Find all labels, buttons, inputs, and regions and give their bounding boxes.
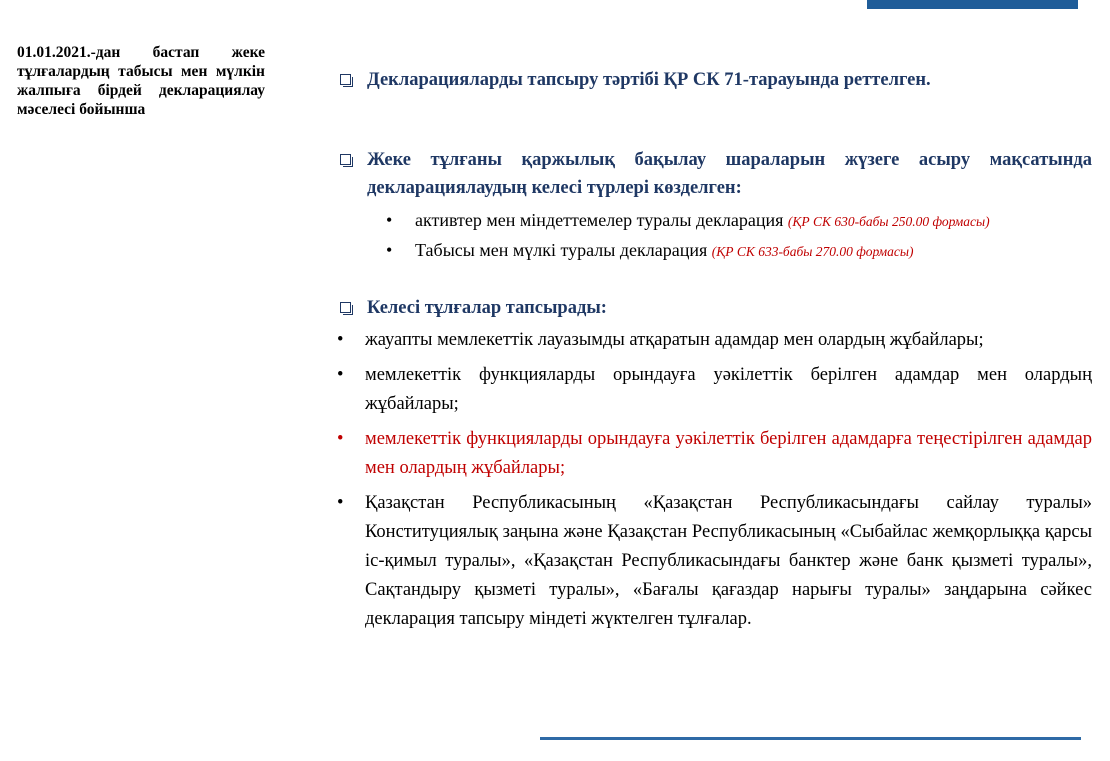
list-item-ref: (ҚР СК 633-бабы 270.00 формасы) <box>711 244 914 259</box>
list-item <box>337 361 1092 419</box>
list-item-text: Қазақстан Республикасының «Қазақстан Республикасындағы сайлау туралы» Конституциялық заңына және Қазақстан Республикасының «Сыбайлас жемқорлыққа қарсы іс-қимыл туралы», «Қазақстан Республикасындағы банктер және банк қызметі туралы», Сақтандыру қызметі туралы», «Бағалы қағаздар нарығы туралы» заңдарына сәйкес декларация тапсыру міндеті жүктелген тұлғалар. <box>365 493 1092 629</box>
section-2-text: Жеке тұлғаны қаржылық бақылау шараларын жүзеге асыру мақсатында декларациялаудың келесі түрлері көзделген: <box>367 150 1092 198</box>
list-item-text: мемлекеттік функцияларды орындауға уәкілеттік берілген адамдар мен олардың жұбайлары; <box>365 365 1092 414</box>
section-2 <box>337 146 1092 202</box>
section-3-text: Келесі тұлғалар тапсырады: <box>367 298 607 318</box>
list-item <box>337 206 1092 236</box>
section-1 <box>337 66 1092 94</box>
section-1-text: Декларацияларды тапсыру тәртібі ҚР СК 71-тарауында реттелген. <box>367 70 931 90</box>
list-item <box>337 326 1092 355</box>
list-item <box>337 489 1092 634</box>
bottom-divider <box>540 737 1081 740</box>
bullet-icon: • <box>337 365 344 385</box>
square-bullet-icon <box>340 74 351 85</box>
section-3 <box>337 294 1092 322</box>
side-title: 01.01.2021.-дан бастап жеке тұлғалардың табысы мен мүлкін жалпыға бірдей декларациялау мәселесі бойынша <box>17 44 265 118</box>
top-accent-bar <box>867 0 1078 9</box>
list-item-text: мемлекеттік функцияларды орындауға уәкілеттік берілген адамдарға теңестірілген адамдар мен олардың жұбайлары; <box>365 429 1092 478</box>
list-item-text: Табысы мен мүлкі туралы декларация <box>415 240 708 260</box>
square-bullet-icon <box>340 154 351 165</box>
declaration-types-list <box>337 206 1092 266</box>
main-content <box>337 66 1092 640</box>
bullet-icon: • <box>337 493 344 513</box>
list-item-text: жауапты мемлекеттік лауазымды атқаратын адамдар мен олардың жұбайлары; <box>365 330 984 350</box>
bullet-icon: • <box>386 210 393 230</box>
square-bullet-icon <box>340 302 351 313</box>
list-item-highlighted <box>337 425 1092 483</box>
bullet-icon: • <box>337 429 344 449</box>
list-item-text: активтер мен міндеттемелер туралы декларация <box>415 210 784 230</box>
bullet-icon: • <box>337 330 344 350</box>
list-item <box>337 236 1092 266</box>
list-item-ref: (ҚР СК 630-бабы 250.00 формасы) <box>787 214 990 229</box>
filers-list <box>337 326 1092 634</box>
bullet-icon: • <box>386 240 393 260</box>
